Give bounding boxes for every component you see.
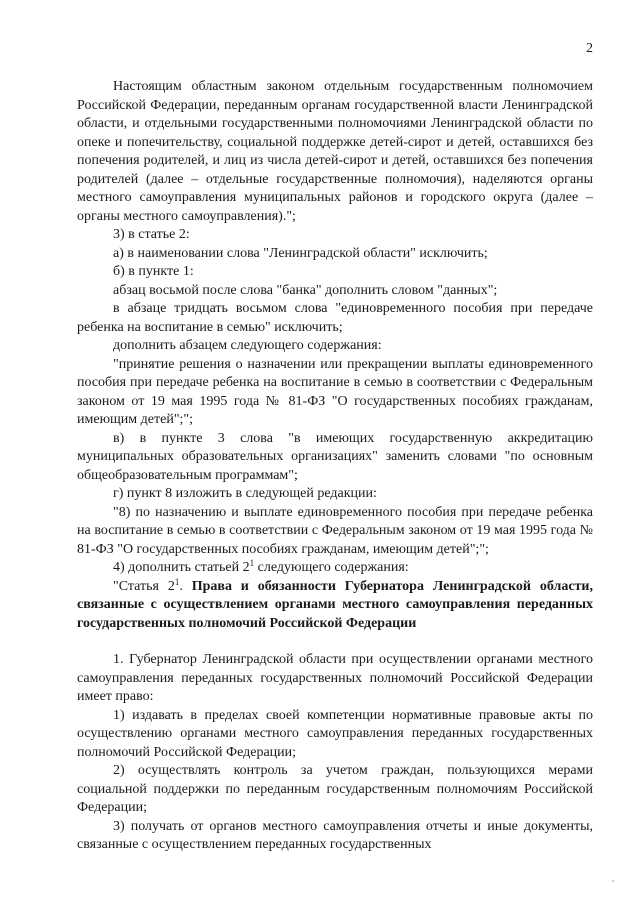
- paragraph-right-3: 3) получать от органов местного самоуправления отчеты и иные документы, связанные с осуществлением переданных государственных: [77, 818, 593, 852]
- item4-before: 4) дополнить статьей 2: [113, 560, 250, 575]
- section-gap: [77, 633, 593, 651]
- paragraph-item-3a: а) в наименовании слова "Ленинградской области" исключить;: [113, 245, 488, 261]
- page-number: 2: [586, 41, 593, 56]
- article-dot: .: [179, 578, 192, 594]
- paragraph-item-8-text: "8) по назначению и выплате единовременного пособия при передаче ребенка на воспитание в семью в соответствии с Федеральным законом от 19 мая 1995 года № 81-ФЗ "О государственных пособиях гражданам, имеющим детей";";: [77, 504, 593, 557]
- paragraph-article-1: 1. Губернатор Ленинградской области при осуществлении органами местного самоуправления переданных государственных полномочий Российской Федерации имеет право:: [77, 652, 593, 704]
- article-superscript: 1: [174, 576, 180, 587]
- paragraph-abzac-38: в абзаце тридцать восьмом слова "единовременного пособия при передаче ребенка на воспитание в семью" исключить;: [77, 301, 593, 335]
- article-prefix: "Статья 2: [113, 578, 175, 594]
- paragraph-intro: Настоящим областным законом отдельным государственным полномочием Российской Федерации, переданным органам государственной власти Ленинградской области, и отдельными государственными полномочиями Ленинградской области по опеке и попечительству, социальной поддержке детей-сирот и детей, оставшихся без попечения родителей, и лиц из числа детей-сирот и детей, оставшихся без попечения родителей (далее – отдельные государственные полномочия), наделяются органы местного самоуправления муниципальных районов и городского округа (далее – органы местного самоуправления).";: [77, 79, 593, 224]
- paragraph-right-1: 1) издавать в пределах своей компетенции нормативные правовые акты по осуществлению органами местного самоуправления переданных государственных полномочий Российской Федерации;: [77, 707, 593, 760]
- paragraph-add-abzac: дополнить абзацем следующего содержания:: [113, 338, 382, 353]
- paragraph-abzac-8: абзац восьмой после слова "банка" дополнить словом "данных";: [113, 282, 498, 298]
- paragraph-item-3v: в) в пункте 3 слова "в имеющих государственную аккредитацию муниципальных образовательных организациях" заменить словами "по основным общеобразовательным программам";: [77, 430, 593, 483]
- document-body: [77, 78, 593, 855]
- article-title: Права и обязанности Губернатора Ленинградской области, связанные с осуществлением органами местного самоуправления переданных государственных полномочий Российской Федерации: [77, 578, 593, 631]
- paragraph-item-3b: б) в пункте 1:: [113, 264, 194, 279]
- scan-speck: [612, 880, 614, 882]
- paragraph-item-4: [77, 559, 593, 578]
- paragraph-item-3: 3) в статье 2:: [113, 227, 190, 242]
- article-heading: [77, 578, 593, 634]
- paragraph-right-2: 2) осуществлять контроль за учетом граждан, пользующихся мерами социальной поддержки по переданным государственным полномочиям Российской Федерации;: [77, 763, 593, 815]
- paragraph-item-3g: г) пункт 8 изложить в следующей редакции:: [113, 486, 377, 501]
- item4-after: следующего содержания:: [254, 560, 409, 575]
- paragraph-new-abzac: "принятие решения о назначении или прекращении выплаты единовременного пособия при передаче ребенка на воспитание в семью в соответствии с Федеральным законом от 19 мая 1995 года № 81-ФЗ "О государственных пособиях гражданам, имеющим детей";";: [77, 356, 593, 427]
- item4-superscript: 1: [249, 558, 255, 568]
